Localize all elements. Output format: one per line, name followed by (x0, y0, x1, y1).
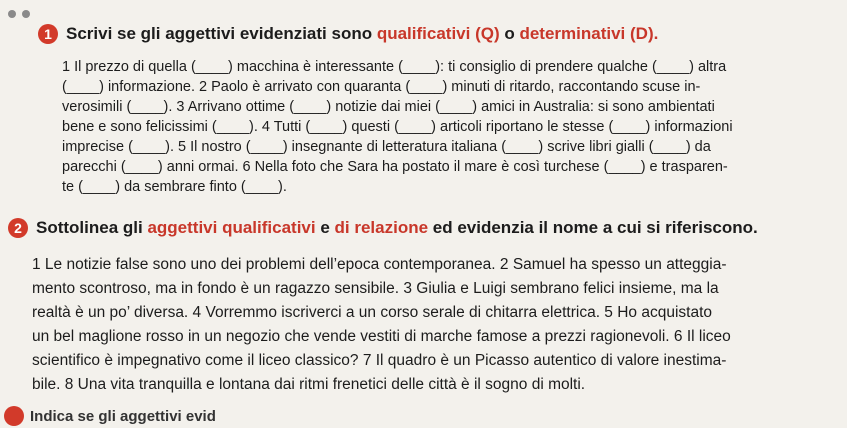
exercise-2-title-q: aggettivi qualificativi (147, 218, 316, 237)
exercise-3-number-badge (4, 406, 24, 426)
decorative-dots (8, 10, 30, 18)
exercise-1-line-5[interactable]: imprecise (____). 5 Il nostro (____) insegnante di letteratura italiana (____) scrive libri gialli (____) da (62, 139, 711, 155)
exercise-3-title: Indica se gli aggettivi evid (30, 408, 216, 425)
exercise-2-title (36, 218, 758, 238)
exercise-2-title-prefix: Sottolinea gli (36, 218, 148, 237)
exercise-1-title-d: determinativi (D). (519, 24, 659, 43)
exercise-2-line-5[interactable]: scientifico è impegnativo come il liceo classico? 7 Il quadro è un Picasso autentico di valore inestima- (32, 352, 727, 369)
exercise-2-title-r: di relazione (334, 218, 429, 237)
exercise-1-title-mid: o (499, 24, 520, 43)
exercise-1-title-prefix: Scrivi se gli aggettivi evidenziati sono (66, 24, 377, 43)
exercise-2-line-2[interactable]: mento scontroso, ma in fondo è un ragazzo sensibile. 3 Giulia e Luigi sembrano felici insieme, ma la (32, 280, 719, 297)
exercise-1-title (66, 24, 658, 44)
exercise-2-line-3[interactable]: realtà è un po’ diversa. 4 Vorremmo iscriverci a un corso serale di chitarra elettrica. 5 Ho acquistato (32, 304, 713, 321)
exercise-2-line-1[interactable]: 1 Le notizie false sono uno dei problemi dell’epoca contemporanea. 2 Samuel ha spesso un atteggia- (32, 256, 727, 273)
exercise-2-line-4[interactable]: un bel maglione rosso in un negozio che vende vestiti di marche famose a prezzi ragionevoli. 6 Il liceo (32, 328, 731, 345)
dot-icon (8, 10, 16, 18)
exercise-1-line-4[interactable]: bene e sono felicissimi (____). 4 Tutti (____) questi (____) articoli riportano le stesse (____) informazioni (62, 119, 733, 135)
exercise-2-line-6[interactable]: bile. 8 Una vita tranquilla e lontana dai ritmi frenetici delle città è il sogno di molti. (32, 376, 586, 393)
exercise-2-number: 2 (8, 218, 28, 238)
exercise-2-title-mid: e (315, 218, 335, 237)
exercise-1-line-3[interactable]: verosimili (____). 3 Arrivano ottime (____) notizie dai miei (____) amici in Australia: si sono ambientati (62, 99, 715, 115)
exercise-2-title-suffix: ed evidenzia il nome a cui si riferiscono. (428, 218, 758, 237)
exercise-1-line-2[interactable]: (____) informazione. 2 Paolo è arrivato con quaranta (____) minuti di ritardo, raccontando scuse in- (62, 79, 701, 95)
exercise-1-line-1[interactable]: 1 Il prezzo di quella (____) macchina è interessante (____): ti consiglio di prendere qualche (____) altra (62, 59, 727, 75)
exercise-1-line-6[interactable]: parecchi (____) anni ormai. 6 Nella foto che Sara ha postato il mare è così turchese (____) e trasparen- (62, 159, 728, 175)
exercise-1-line-7[interactable]: te (____) da sembrare finto (____). (62, 179, 287, 195)
exercise-1-number: 1 (38, 24, 58, 44)
exercise-1-title-q: qualificativi (Q) (376, 24, 500, 43)
dot-icon (22, 10, 30, 18)
